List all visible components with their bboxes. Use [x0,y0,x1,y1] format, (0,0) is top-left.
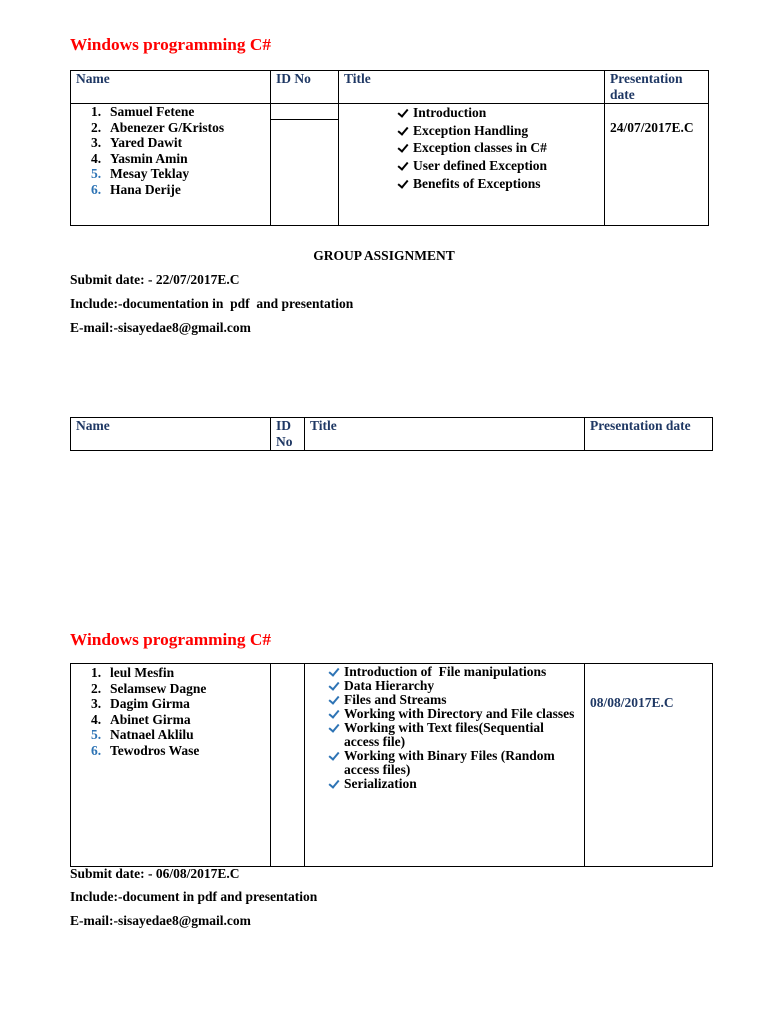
member-name: Natnael Aklilu [110,727,194,743]
member-item [76,712,265,728]
check-icon [397,107,413,119]
topic-item [344,122,599,140]
member-number: 4. [91,711,102,727]
member-number: 6. [91,181,102,197]
check-icon [328,680,344,692]
id-no-cell [271,104,339,226]
member-number: 3. [91,135,102,151]
topic-item [344,139,599,157]
member-number: 1. [91,665,102,680]
topic-item [310,721,582,749]
member-name: Yasmin Amin [110,150,188,166]
topic-item [310,777,582,791]
members-cell [71,104,271,226]
topic-item [344,104,599,122]
check-icon [397,125,413,137]
members-cell [71,664,271,867]
check-icon [397,160,413,172]
member-number: 2. [91,680,102,696]
member-item [76,104,265,120]
topics-cell [339,104,605,226]
course-heading: Windows programming C# [70,630,272,649]
group-table-1 [70,70,709,226]
member-item [76,182,265,198]
topic-item [310,665,582,679]
header-id-no: ID No [271,418,305,451]
group-table-2 [70,417,713,451]
include-note: Include:-document in pdf and presentation [70,889,318,904]
member-name: Abenezer G/Kristos [110,119,225,135]
member-number: 3. [91,696,102,712]
email: E-mail:-sisayedae8@gmail.com [70,320,251,335]
member-item [76,135,265,151]
member-number: 5. [91,727,102,743]
check-icon [328,778,344,790]
check-icon [328,708,344,720]
member-item [76,151,265,167]
assignment-title: GROUP ASSIGNMENT [313,248,455,263]
topic-label: Benefits of Exceptions [413,175,541,191]
header-name: Name [71,71,271,104]
submit-date: Submit date: - 22/07/2017E.C [70,272,240,287]
topic-item [310,707,582,721]
id-no-subcell [271,104,338,120]
topic-item [344,157,599,175]
presentation-date-cell [605,104,709,226]
topic-label: Working with Directory and File classes [344,706,575,721]
include-note: Include:-documentation in pdf and presentation [70,296,354,311]
topic-item [310,749,582,777]
topic-label: Files and Streams [344,692,447,707]
email: E-mail:-sisayedae8@gmail.com [70,913,251,928]
topic-item [310,693,582,707]
member-item [76,665,265,681]
member-name: Hana Derije [110,181,181,197]
member-name: Abinet Girma [110,711,191,727]
member-name: Dagim Girma [110,696,190,712]
topic-item [310,679,582,693]
topics-cell [305,664,585,867]
submit-date: Submit date: - 06/08/2017E.C [70,866,240,881]
topic-label: Exception classes in C# [413,140,547,156]
member-number: 2. [91,119,102,135]
presentation-date-cell [585,664,713,867]
check-icon [397,142,413,154]
header-name: Name [71,418,271,451]
id-no-cell [271,664,305,867]
check-icon [328,694,344,706]
topic-item [344,175,599,193]
member-item [76,743,265,759]
member-number: 6. [91,742,102,758]
header-title: Title [305,418,585,451]
member-name: Mesay Teklay [110,166,190,182]
check-icon [397,178,413,190]
header-title: Title [339,71,605,104]
topic-label: Introduction of File manipulations [344,664,547,679]
course-heading: Windows programming C# [70,35,272,54]
member-item [76,696,265,712]
member-item [76,120,265,136]
topic-label: User defined Exception [413,158,547,174]
member-name: Selamsew Dagne [110,680,207,696]
member-item [76,727,265,743]
topic-label: Introduction [413,105,487,120]
member-name: Yared Dawit [110,135,183,151]
header-presentation-date: Presentation date [585,418,713,451]
member-item [76,166,265,182]
header-presentation-date: Presentation date [605,71,709,104]
member-item [76,681,265,697]
topic-label: Data Hierarchy [344,678,435,693]
member-name: leul Mesfin [110,665,175,680]
check-icon [328,666,344,678]
member-name: Samuel Fetene [110,104,195,119]
member-number: 4. [91,150,102,166]
topic-label: Working with Text files(Sequential access file) [344,720,548,749]
member-number: 5. [91,166,102,182]
presentation-date: 24/07/2017E.C [610,120,694,135]
member-number: 1. [91,104,102,119]
topic-label: Serialization [344,776,417,791]
member-name: Tewodros Wase [110,742,200,758]
presentation-date: 08/08/2017E.C [590,695,674,710]
check-icon [328,722,344,734]
header-id-no: ID No [271,71,339,104]
group-table-3 [70,663,713,867]
check-icon [328,750,344,762]
topic-label: Working with Binary Files (Random access files) [344,748,559,777]
topic-label: Exception Handling [413,122,529,138]
